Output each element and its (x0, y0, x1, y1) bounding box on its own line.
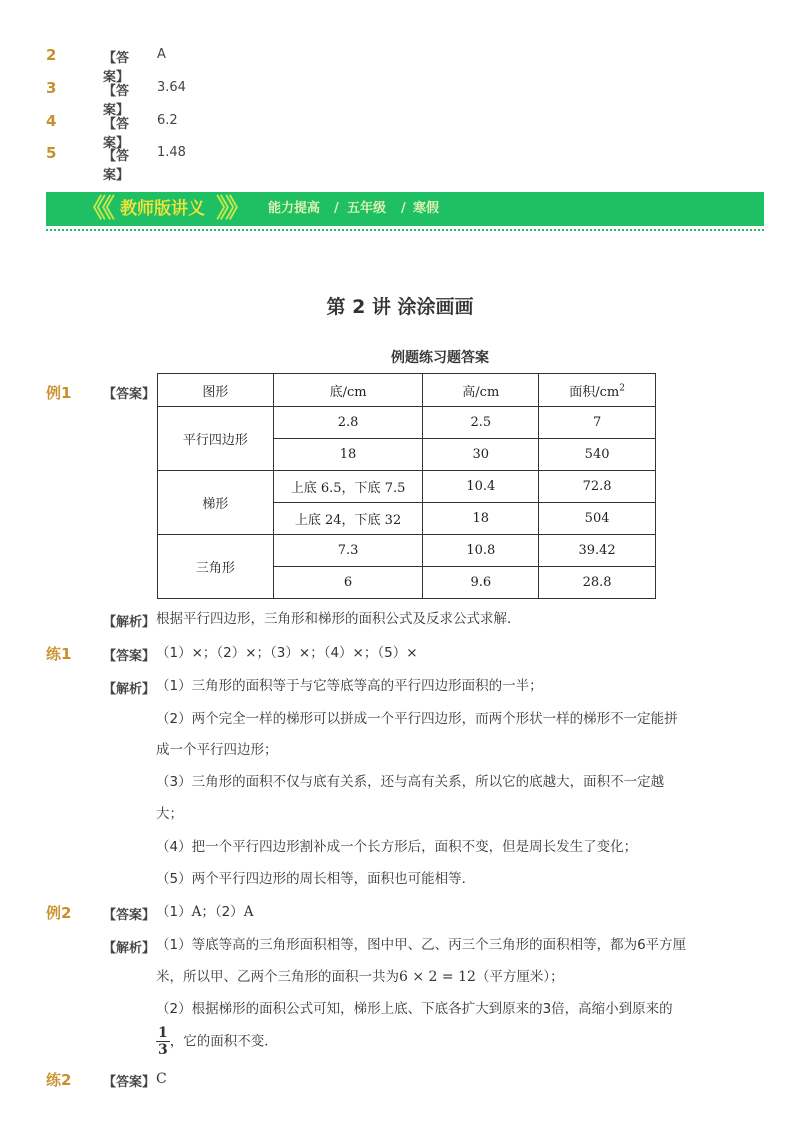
answer-value: 6.2 (157, 113, 178, 128)
table-cell: 72.8 (539, 471, 656, 503)
analysis-line: （4）把一个平行四边形割补成一个长方形后，面积不变，但是周长发生了变化； (156, 839, 638, 855)
fraction (156, 1025, 170, 1058)
table-header (539, 374, 656, 407)
table-cell: 10.8 (423, 535, 539, 567)
answer-number: 2 (46, 46, 57, 64)
fraction-numerator: 1 (158, 1025, 168, 1041)
table-header: 底/cm (273, 374, 423, 407)
analysis-line: （3）三角形的面积不仅与底有关系，还与高有关系，所以它的底越大，面积不一定越 (156, 774, 665, 790)
fraction-denominator: 3 (158, 1042, 168, 1058)
analysis-line: （2）根据梯形的面积公式可知，梯形上底、下底各扩大到原来的3倍，高缩小到原来的 (156, 1001, 673, 1017)
table-cell: 2.8 (273, 407, 423, 439)
analysis-line: 大； (156, 806, 183, 822)
table-header-row (158, 374, 656, 407)
answer-label: 【答案】 (103, 149, 130, 183)
table-header: 图形 (158, 374, 274, 407)
analysis-text: （平方厘米）； (475, 969, 564, 985)
analysis-line: （1）三角形的面积等于与它等底等高的平行四边形面积的一半； (156, 678, 543, 694)
example-label: 例1 (46, 384, 72, 402)
answer-label: 【答案】 (103, 51, 130, 85)
answer-text (156, 902, 253, 922)
answer-value: A (191, 904, 202, 920)
shape-cell: 三角形 (158, 535, 274, 599)
practice-label: 练2 (46, 1071, 72, 1089)
breadcrumb-item: 五年级 (347, 201, 387, 216)
table-cell: 18 (423, 503, 539, 535)
analysis-label: 【解析】 (103, 615, 156, 630)
analysis-line: （1）等底等高的三角形面积相等，图中甲、乙、丙三个三角形的面积相等，都为6平方厘 (156, 937, 687, 953)
answer-text: C (156, 1071, 167, 1087)
section-title: 例题练习题答案 (391, 350, 489, 366)
answer-label: 【答案】 (103, 908, 156, 923)
table-cell: 28.8 (539, 567, 656, 599)
answer-label: 【答案】 (103, 1075, 156, 1090)
practice-label: 练1 (46, 645, 72, 663)
answer-table (157, 373, 656, 599)
table-cell: 30 (423, 439, 539, 471)
table-cell: 6 (273, 567, 423, 599)
table-cell: 上底 6.5，下底 7.5 (273, 471, 423, 503)
table-header: 高/cm (423, 374, 539, 407)
table-cell: 7.3 (273, 535, 423, 567)
table-row (158, 407, 656, 439)
math-expression: 6 × 2 = 12 (399, 969, 476, 985)
analysis-text: 米，所以甲、乙两个三角形的面积一共为 (156, 969, 399, 985)
table-cell: 2.5 (423, 407, 539, 439)
chevrons-left-icon: 《《 (80, 194, 112, 224)
header-text: 面积/cm (569, 384, 620, 400)
table-cell: 18 (273, 439, 423, 471)
table-cell: 9.6 (423, 567, 539, 599)
example-label: 例2 (46, 904, 72, 922)
shape-cell: 梯形 (158, 471, 274, 535)
analysis-text: ，它的面积不变． (169, 1033, 278, 1050)
answer-value: A (243, 904, 254, 920)
analysis-line: （2）两个完全一样的梯形可以拼成一个平行四边形，而两个形状一样的梯形不一定能拼 (156, 711, 678, 727)
table-row (158, 535, 656, 567)
shape-cell: 平行四边形 (158, 407, 274, 471)
answer-label: 【答案】 (103, 117, 130, 151)
answer-part: （1） (156, 904, 192, 920)
analysis-label: 【解析】 (103, 682, 156, 697)
breadcrumb-separator: / (334, 201, 339, 216)
analysis-line: 成一个平行四边形； (156, 742, 278, 758)
answer-text: （1）×；（2）×；（3）×；（4）×；（5）× (156, 645, 418, 661)
table-cell: 504 (539, 503, 656, 535)
breadcrumb-separator: / (401, 201, 406, 216)
table-cell: 7 (539, 407, 656, 439)
answer-number: 4 (46, 112, 57, 130)
answer-number: 5 (46, 144, 57, 162)
analysis-label: 【解析】 (103, 941, 156, 956)
analysis-line (156, 967, 564, 987)
lecture-title: 第 2 讲 涂涂画画 (326, 296, 474, 318)
analysis-line: （5）两个平行四边形的周长相等，面积也可能相等． (156, 871, 476, 887)
divider (46, 229, 764, 231)
answer-label: 【答案】 (103, 649, 156, 664)
table-cell: 10.4 (423, 471, 539, 503)
table-row (158, 471, 656, 503)
answer-number: 3 (46, 79, 57, 97)
breadcrumb-item: 寒假 (413, 201, 440, 216)
section-banner (46, 192, 764, 226)
analysis-line (156, 1025, 278, 1058)
table-cell: 上底 24，下底 32 (273, 503, 423, 535)
table-cell: 540 (539, 439, 656, 471)
answer-part: ；（2） (201, 904, 244, 920)
answer-value: 1.48 (157, 145, 186, 160)
analysis-text: 根据平行四边形，三角形和梯形的面积公式及反求公式求解． (156, 611, 521, 627)
table-cell: 39.42 (539, 535, 656, 567)
chevrons-right-icon: 》》 (216, 194, 248, 224)
breadcrumb-item: 能力提高 (268, 201, 321, 216)
answer-value: 3.64 (157, 80, 186, 95)
answer-label: 【答案】 (103, 84, 130, 118)
banner-title: 教师版讲义 (120, 199, 205, 219)
answer-value: A (157, 47, 166, 62)
header-superscript: 2 (619, 383, 625, 394)
answer-label: 【答案】 (103, 387, 156, 402)
